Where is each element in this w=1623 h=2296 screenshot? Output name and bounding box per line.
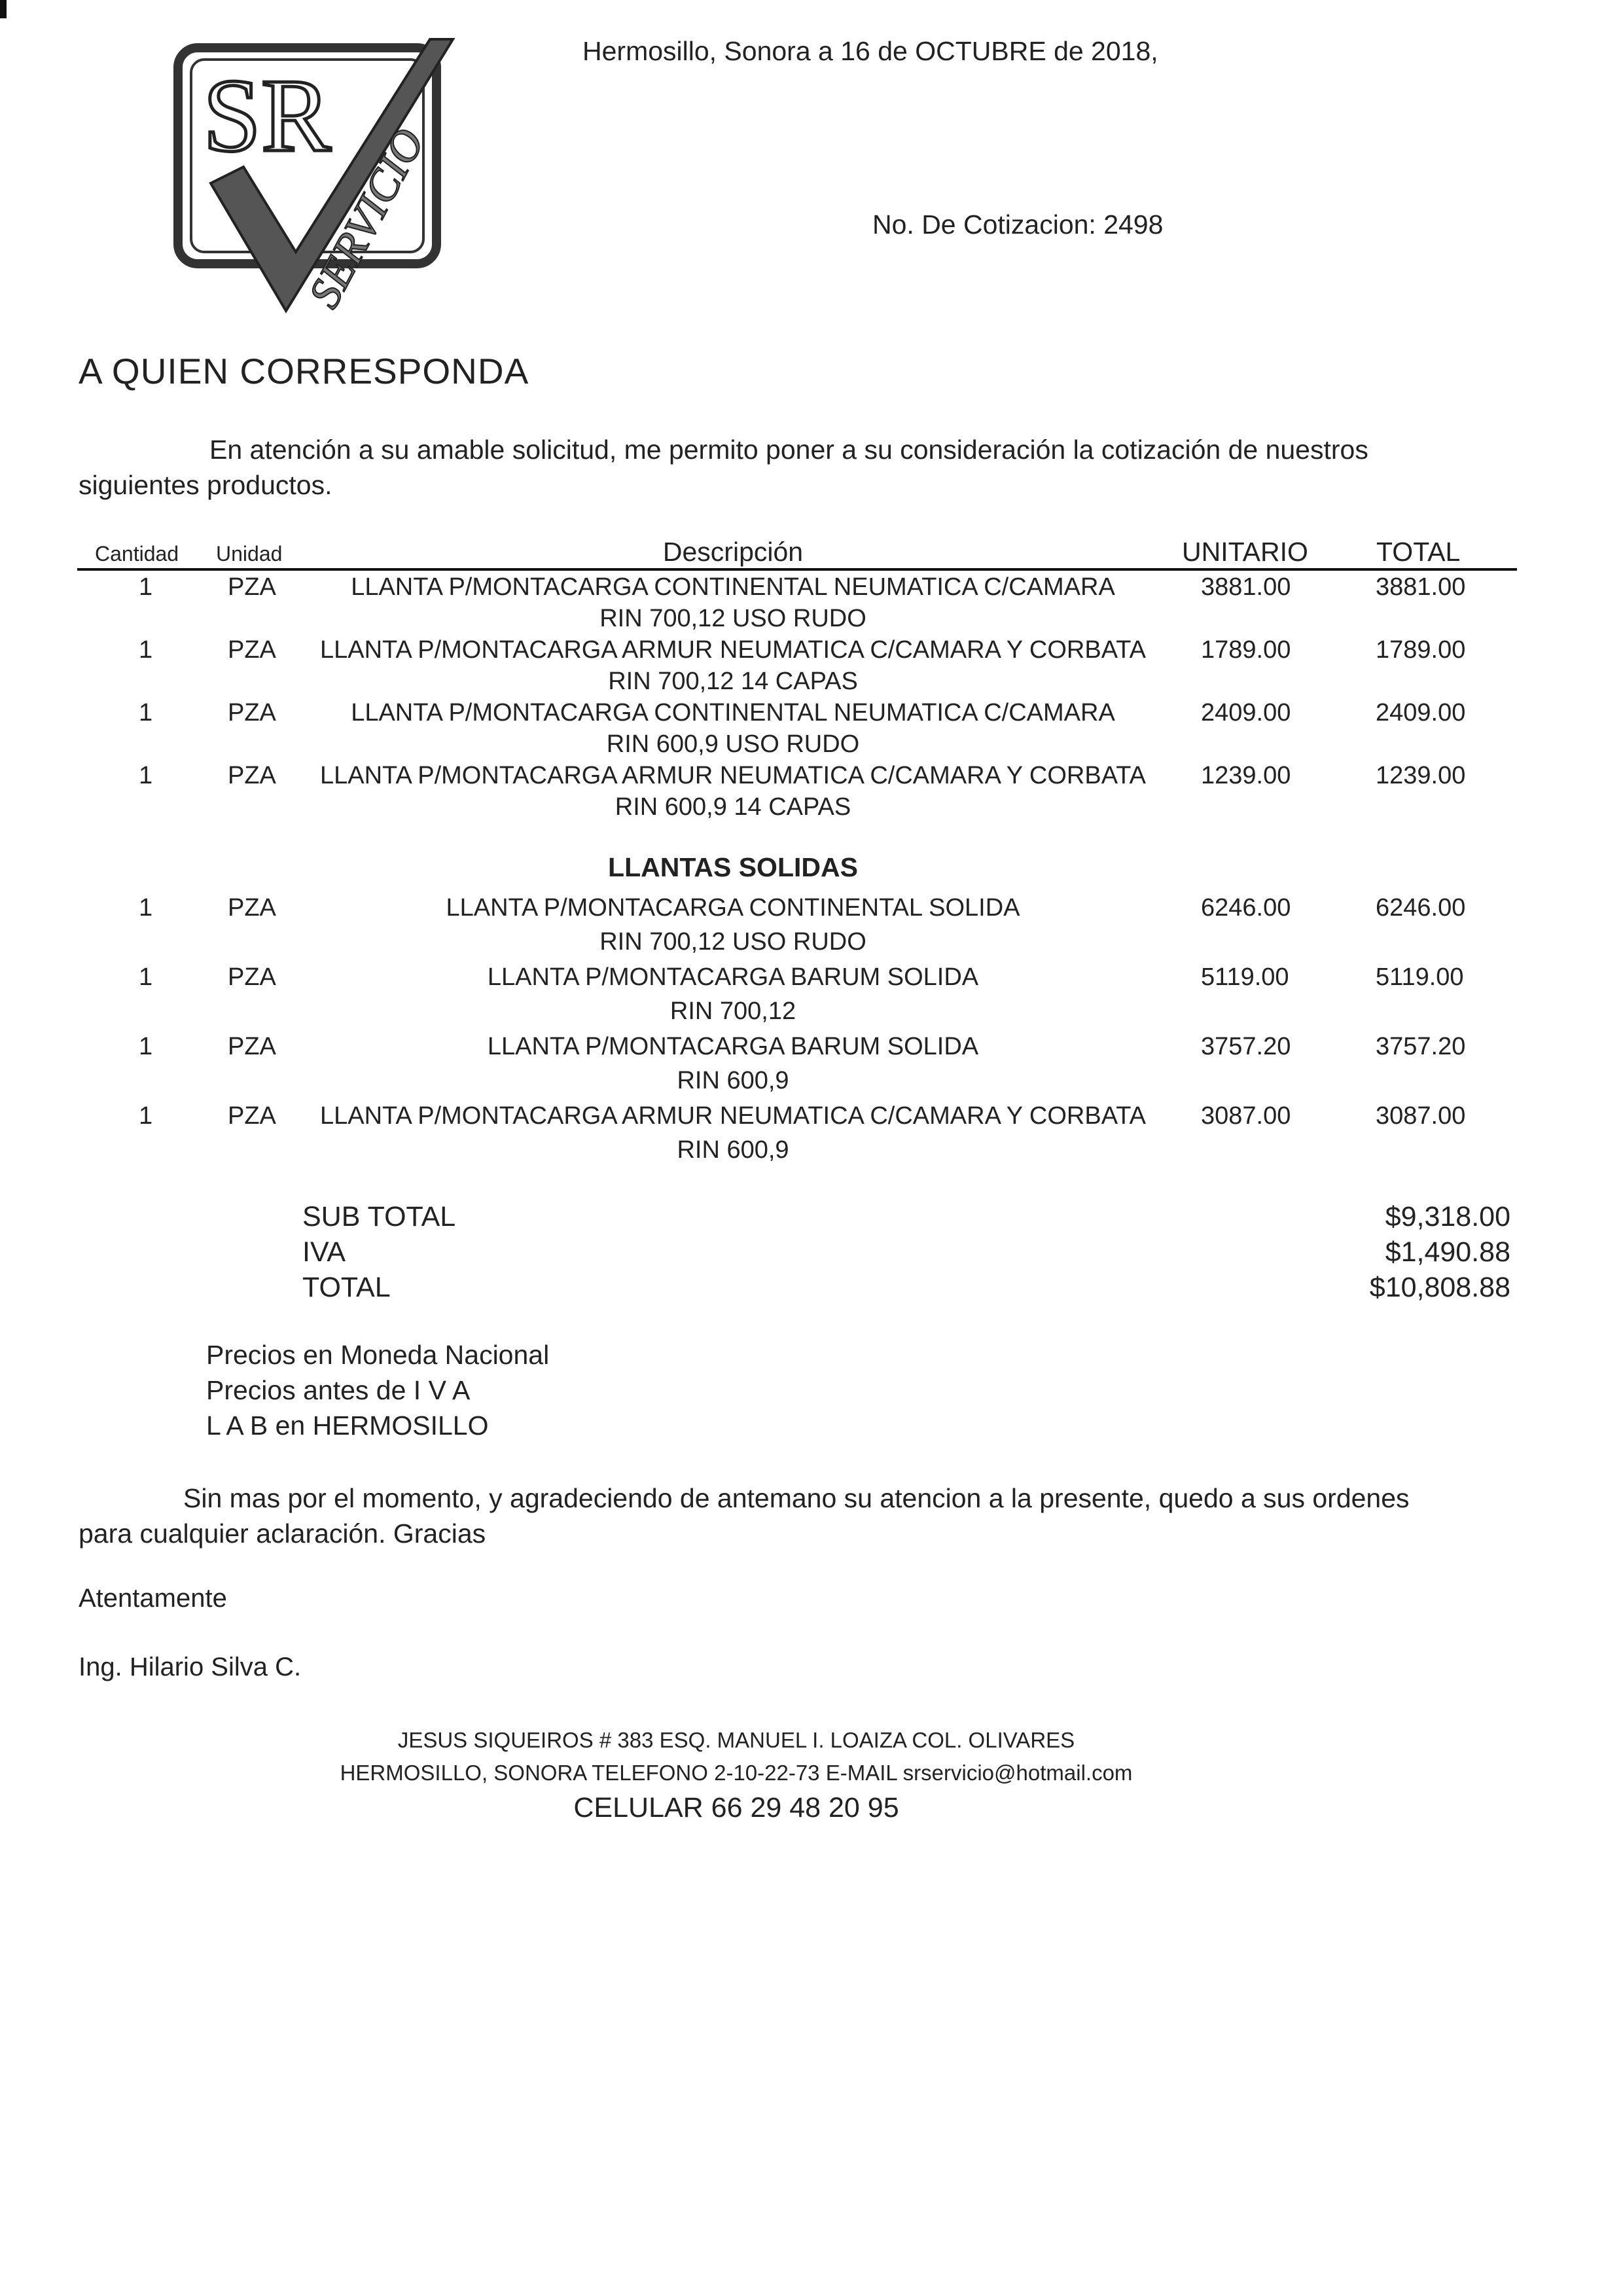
logo-initials: SR	[203, 57, 331, 173]
row-desc-line2: RIN 600,9 USO RUDO	[606, 730, 860, 758]
row-desc-line2: RIN 700,12 USO RUDO	[599, 928, 866, 956]
closing-line-1: Sin mas por el momento, y agradeciendo de antemano su atencion a la presente, quedo a sus ordenes	[183, 1483, 1410, 1513]
date-line: Hermosillo, Sonora a 16 de OCTUBRE de 2018,	[582, 36, 1158, 66]
iva-label: IVA	[302, 1236, 346, 1268]
row-unit: PZA	[228, 1102, 276, 1130]
footer-cell: CELULAR 66 29 48 20 95	[573, 1792, 899, 1823]
row-qty: 1	[139, 762, 153, 789]
header-total: TOTAL	[1376, 537, 1461, 567]
row-desc-line1: LLANTA P/MONTACARGA CONTINENTAL SOLIDA	[446, 894, 1020, 922]
intro-paragraph	[79, 432, 1440, 503]
row-unit-price: 1789.00	[1201, 636, 1291, 664]
subtotal-label: SUB TOTAL	[302, 1201, 456, 1232]
row-total: 3087.00	[1376, 1102, 1466, 1130]
row-total: 5119.00	[1376, 963, 1464, 991]
row-qty: 1	[139, 963, 153, 991]
row-qty: 1	[139, 573, 153, 601]
row-desc-line2: RIN 700,12 USO RUDO	[599, 605, 866, 632]
row-desc-line2: RIN 600,9	[677, 1067, 789, 1094]
company-logo	[171, 36, 473, 331]
row-unit-price: 2409.00	[1201, 699, 1291, 726]
row-unit-price: 1239.00	[1201, 762, 1291, 789]
row-qty: 1	[139, 699, 153, 726]
note-tax: Precios antes de I V A	[206, 1375, 471, 1405]
row-desc-line2: RIN 600,9	[677, 1136, 789, 1164]
total-value: $10,808.88	[1369, 1272, 1510, 1303]
signoff: Atentamente	[79, 1584, 227, 1613]
row-qty: 1	[139, 1033, 153, 1060]
row-unit-price: 3757.20	[1201, 1033, 1291, 1060]
row-unit: PZA	[228, 762, 276, 789]
footer-address: JESUS SIQUEIROS # 383 ESQ. MANUEL I. LOAIZA COL. OLIVARES	[397, 1728, 1075, 1752]
header-unitario: UNITARIO	[1182, 537, 1308, 567]
iva-value: $1,490.88	[1385, 1236, 1510, 1268]
row-desc-line1: LLANTA P/MONTACARGA ARMUR NEUMATICA C/CAMARA Y CORBATA	[320, 636, 1146, 664]
header-descripcion: Descripción	[662, 537, 804, 567]
row-total: 2409.00	[1376, 699, 1466, 726]
scan-mark	[0, 0, 7, 18]
note-currency: Precios en Moneda Nacional	[206, 1340, 550, 1370]
row-qty: 1	[139, 636, 153, 664]
row-desc-line1: LLANTA P/MONTACARGA CONTINENTAL NEUMATICA C/CAMARA	[351, 573, 1115, 601]
row-desc-line1: LLANTA P/MONTACARGA ARMUR NEUMATICA C/CAMARA Y CORBATA	[320, 1102, 1146, 1130]
row-unit: PZA	[228, 963, 276, 991]
total-label: TOTAL	[302, 1272, 391, 1303]
row-desc-line2: RIN 700,12 14 CAPAS	[608, 668, 858, 695]
closing-line-2: para cualquier aclaración. Gracias	[79, 1518, 486, 1549]
quote-number: No. De Cotizacion: 2498	[872, 209, 1164, 240]
row-total: 6246.00	[1376, 894, 1466, 922]
footer-contact: HERMOSILLO, SONORA TELEFONO 2-10-22-73 E-MAIL srservicio@hotmail.com	[340, 1761, 1133, 1785]
row-total: 1239.00	[1376, 762, 1466, 789]
row-unit-price: 3087.00	[1201, 1102, 1291, 1130]
row-qty: 1	[139, 894, 153, 922]
table-header-rule	[77, 568, 1517, 571]
row-desc-line1: LLANTA P/MONTACARGA ARMUR NEUMATICA C/CAMARA Y CORBATA	[320, 762, 1146, 789]
intro-line-1: En atención a su amable solicitud, me permito poner a su consideración la cotización de nuestros	[209, 435, 1368, 465]
row-qty: 1	[139, 1102, 153, 1130]
header-unidad: Unidad	[216, 542, 283, 565]
closing-paragraph	[79, 1480, 1440, 1551]
row-desc-line2: RIN 600,9 14 CAPAS	[615, 793, 851, 821]
row-total: 3881.00	[1376, 573, 1466, 601]
intro-line-2: siguientes productos.	[79, 470, 332, 500]
row-unit: PZA	[228, 1033, 276, 1060]
subtotal-value: $9,318.00	[1385, 1201, 1510, 1232]
note-lab: L A B en HERMOSILLO	[206, 1410, 489, 1441]
row-unit: PZA	[228, 894, 276, 922]
row-unit-price: 3881.00	[1201, 573, 1291, 601]
row-unit-price: 5119.00	[1201, 963, 1289, 991]
header-cantidad: Cantidad	[95, 542, 179, 565]
row-desc-line1: LLANTA P/MONTACARGA CONTINENTAL NEUMATICA C/CAMARA	[351, 699, 1115, 726]
greeting: A QUIEN CORRESPONDA	[79, 351, 529, 391]
row-desc-line1: LLANTA P/MONTACARGA BARUM SOLIDA	[487, 1033, 979, 1060]
row-desc-line2: RIN 700,12	[669, 997, 796, 1025]
row-unit-price: 6246.00	[1201, 894, 1291, 922]
row-unit: PZA	[228, 699, 276, 726]
row-desc-line1: LLANTA P/MONTACARGA BARUM SOLIDA	[487, 963, 979, 991]
row-total: 1789.00	[1376, 636, 1466, 664]
section-title: LLANTAS SOLIDAS	[608, 852, 858, 882]
row-unit: PZA	[228, 636, 276, 664]
row-unit: PZA	[228, 573, 276, 601]
signer-name: Ing. Hilario Silva C.	[79, 1653, 302, 1681]
logo-brand-word: SERVICIO	[298, 120, 434, 316]
row-total: 3757.20	[1376, 1033, 1466, 1060]
